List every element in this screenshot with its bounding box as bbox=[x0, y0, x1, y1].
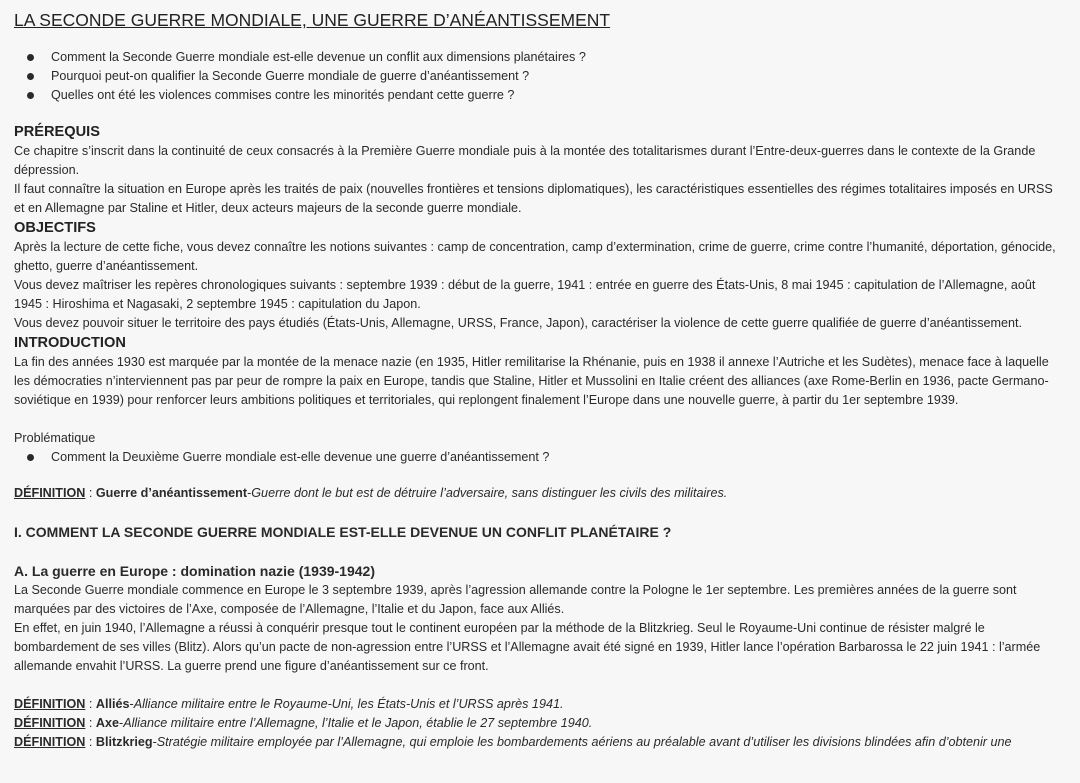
prerequis-heading: PRÉREQUIS bbox=[14, 124, 100, 140]
section-paragraph: La Seconde Guerre mondiale commence en Europe le 3 septembre 1939, après l’agression allemande contre la Pologne le 1er septembre. Les premières années de la guerre sont marquées par des victoires de l’Axe, composée de l’Allemagne, l’Italie et du Japon, face aux Alliés. bbox=[14, 583, 1017, 616]
definition-line: DÉFINITION : Guerre d’anéantissement-Guerre dont le but est de détruire l’adversaire, sans distinguer les civils des militaires. bbox=[14, 486, 728, 500]
objectifs-heading: OBJECTIFS bbox=[14, 220, 96, 236]
objectifs-paragraph: Après la lecture de cette fiche, vous devez connaître les notions suivantes : camp de concentration, camp d’extermination, crime de guerre, crime contre l’humanité, déportation, génocide, ghetto, guerre d’anéantissement. bbox=[14, 240, 1056, 273]
section-1-heading: I. COMMENT LA SECONDE GUERRE MONDIALE EST-ELLE DEVENUE UN CONFLIT PLANÉTAIRE ? bbox=[14, 524, 672, 540]
list-item: Comment la Seconde Guerre mondiale est-elle devenue un conflit aux dimensions planétaires ? bbox=[14, 48, 1066, 67]
prerequis-paragraph: Il faut connaître la situation en Europe après les traités de paix (nouvelles frontières et tensions diplomatiques), les caractéristiques essentielles des régimes totalitaires imposés en URSS et en Allemagne par Staline et Hitler, deux acteurs majeurs de la seconde guerre mondiale. bbox=[14, 182, 1053, 215]
definition-label: DÉFINITION bbox=[14, 735, 86, 749]
definition-term: Alliés bbox=[95, 697, 130, 711]
objectifs-paragraph: Vous devez pouvoir situer le territoire des pays étudiés (États-Unis, Allemagne, URSS, France, Japon), caractériser la violence de cette guerre qualifiée de guerre d’anéantissement. bbox=[14, 316, 1023, 330]
definition-text: Stratégie militaire employée par l’Allemagne, qui emploie les bombardements aériens au préalable avant d’utiliser les divisions blindées afin d’obtenir une bbox=[156, 735, 1012, 749]
definition-term: Blitzkrieg bbox=[95, 735, 153, 749]
problematique-label: Problématique bbox=[14, 431, 96, 445]
introduction-heading: INTRODUCTION bbox=[14, 335, 126, 351]
key-questions-list bbox=[14, 48, 1066, 105]
definition-text: Guerre dont le but est de détruire l’adversaire, sans distinguer les civils des militaires. bbox=[251, 486, 728, 500]
definition-line: DÉFINITION : Blitzkrieg-Stratégie militaire employée par l’Allemagne, qui emploie les bombardements aériens au préalable avant d’utiliser les divisions blindées afin d’obtenir une bbox=[14, 735, 1012, 749]
definition-term: Guerre d’anéantissement bbox=[95, 486, 248, 500]
definition-term: Axe bbox=[95, 716, 119, 730]
definition-text: Alliance militaire entre l’Allemagne, l’Italie et le Japon, établie le 27 septembre 1940. bbox=[123, 716, 593, 730]
definition-line: DÉFINITION : Alliés-Alliance militaire entre le Royaume-Uni, les États-Unis et l’URSS après 1941. bbox=[14, 697, 564, 711]
list-item: Quelles ont été les violences commises contre les minorités pendant cette guerre ? bbox=[14, 86, 1066, 105]
prerequis-paragraph: Ce chapitre s’inscrit dans la continuité de ceux consacrés à la Première Guerre mondiale puis à la montée des totalitarismes durant l’Entre-deux-guerres dans le contexte de la Grande dépression. bbox=[14, 144, 1036, 177]
definition-text: Alliance militaire entre le Royaume-Uni, les États-Unis et l’URSS après 1941. bbox=[133, 697, 564, 711]
definition-label: DÉFINITION bbox=[14, 697, 86, 711]
definition-label: DÉFINITION bbox=[14, 486, 86, 500]
list-item: Comment la Deuxième Guerre mondiale est-elle devenue une guerre d’anéantissement ? bbox=[14, 448, 1066, 467]
definition-line: DÉFINITION : Axe-Alliance militaire entre l’Allemagne, l’Italie et le Japon, établie le 27 septembre 1940. bbox=[14, 716, 593, 730]
page-title: LA SECONDE GUERRE MONDIALE, UNE GUERRE D’ANÉANTISSEMENT bbox=[14, 10, 611, 30]
introduction-paragraph: La fin des années 1930 est marquée par la montée de la menace nazie (en 1935, Hitler remilitarise la Rhénanie, puis en 1938 il annexe l’Autriche et les Sudètes), menace face à laquelle les démocraties n’interviennent pas par peur de rompre la paix en Europe, tandis que Staline, Hitler et Mussolini en Italie créent des alliances (axe Rome-Berlin en 1936, pacte Germano-soviétique en 1939) pour renforcer leurs ambitions politiques et territoriales, qui replongent finalement l’Europe dans une nouvelle guerre, à partir du 1er septembre 1939. bbox=[14, 355, 1049, 407]
list-item: Pourquoi peut-on qualifier la Seconde Guerre mondiale de guerre d’anéantissement ? bbox=[14, 67, 1066, 86]
section-1a-heading: A. La guerre en Europe : domination nazie (1939-1942) bbox=[14, 563, 375, 579]
section-paragraph: En effet, en juin 1940, l’Allemagne a réussi à conquérir presque tout le continent européen par la méthode de la Blitzkrieg. Seul le Royaume-Uni continue de résister malgré le bombardement de ses villes (Blitz). Alors qu’un pacte de non-agression entre l’URSS et l’Allemagne avait été signé en 1939, Hitler lance l’opération Barbarossa le 22 juin 1941 : l’armée allemande envahit l’URSS. La guerre prend une figure d’anéantissement sur ce front. bbox=[14, 621, 1041, 673]
definition-label: DÉFINITION bbox=[14, 716, 86, 730]
problematique-list bbox=[14, 448, 1066, 467]
objectifs-paragraph: Vous devez maîtriser les repères chronologiques suivants : septembre 1939 : début de la guerre, 1941 : entrée en guerre des États-Unis, 8 mai 1945 : capitulation de l’Allemagne, août 1945 : Hiroshima et Nagasaki, 2 septembre 1945 : capitulation du Japon. bbox=[14, 278, 1036, 311]
